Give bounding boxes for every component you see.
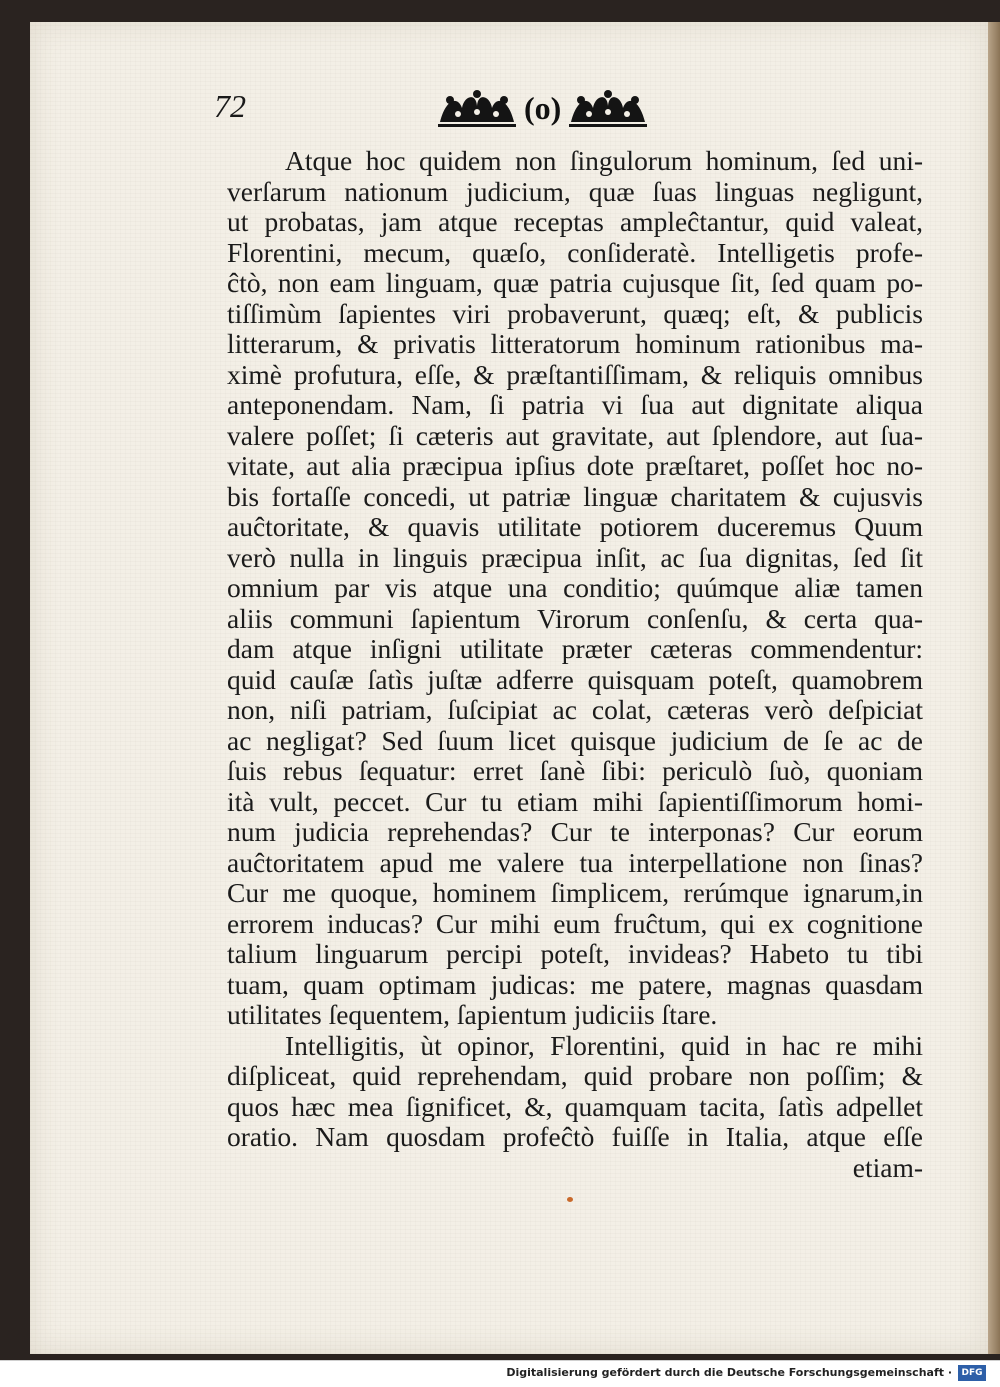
text-line: oratio. Nam quosdam profeĉtò fuiſſe in Italia, atque eſſe [227, 1121, 923, 1152]
text-line: non, niſi patriam, ſuſcipiat ac colat, cæteras verò deſpiciat [227, 694, 923, 725]
floral-vignette-icon [436, 88, 518, 128]
catchword: etiam- [852, 1151, 923, 1183]
floral-vignette-icon [567, 88, 649, 128]
text-line: vitate, aut alia præcipua ipſius dote præſtaret, poſſet hoc no- [227, 450, 923, 481]
text-line: ac negligat? Sed ſuum licet quisque judicium de ſe ac de [227, 724, 923, 756]
text-line: omnium par vis atque una conditio; quúmque aliæ tamen [227, 572, 923, 603]
page-number: 72 [214, 88, 246, 124]
text-line: num judicia reprehendas? Cur te interponas? Cur eorum [227, 816, 923, 847]
text-line: ità vult, peccet. Cur tu etiam mihi ſapientiſſimorum homi- [227, 785, 923, 817]
text-line: litterarum, & privatis litteratorum hominum rationibus ma- [227, 328, 923, 359]
text-line: errorem inducas? Cur mihi eum fruĉtum, qui ex cognitione [227, 907, 923, 939]
text-line: ſuis rebus ſequatur: erret ſanè ſibi: periculò ſuò, quoniam [227, 755, 923, 786]
dfg-logo: DFG [958, 1365, 986, 1381]
funding-credit: Digitalisierung gefördert durch die Deutsche Forschungsgemeinschaft · [506, 1366, 952, 1379]
text-line: talium linguarum percipi poteſt, invideas? Habeto tu tibi [227, 938, 923, 969]
text-line: ximè profutura, eſſe, & præſtantiſſimam, & reliquis omnibus [227, 358, 923, 390]
text-line: ut probatas, jam atque receptas ampleĉtantur, quid valeat, [227, 206, 923, 237]
text-line: Intelligitis, ùt opinor, Florentini, quid in hac re mihi [285, 1029, 923, 1061]
text-line: Cur me quoque, hominem ſimplicem, rerúmque ignarum,in [227, 877, 923, 908]
text-line: quos hæc mea ſignificet, &, quamquam tacita, ſatìs adpellet [227, 1090, 923, 1122]
text-line: dam atque inſigni utilitate præter cæteras commendentur: [227, 633, 923, 664]
text-line: Florentini, mecum, quæſo, conſideratè. Intelligetis profe- [227, 236, 923, 268]
text-line: tuam, quam optimam judicas: me patere, magnas quasdam [227, 968, 923, 1000]
footer-bar [0, 1360, 1000, 1387]
header-ornament [436, 86, 649, 130]
text-line: aliis communi ſapientum Virorum conſenſu, & certa qua- [227, 602, 923, 634]
text-line: auĉtoritatem apud me valere tua interpellatione non ſinas? [227, 846, 923, 878]
text-line: auĉtoritate, & quavis utilitate potiorem duceremus Quum [227, 511, 923, 542]
text-line: anteponendam. Nam, ſi patria vi ſua aut dignitate aliqua [227, 389, 923, 420]
text-line: ĉtò, non eam linguam, quæ patria cujusque ſit, ſed quam po- [227, 267, 923, 298]
ink-spot [567, 1197, 573, 1202]
header-mark: (o) [524, 89, 562, 126]
text-line: diſpliceat, quid reprehendam, quid probare non poſſim; & [227, 1060, 923, 1091]
text-line: quid cauſæ ſatìs juſtæ adferre quisquam poteſt, quamobrem [227, 663, 923, 695]
text-line: Atque hoc quidem non ſingulorum hominum, ſed uni- [285, 145, 923, 176]
page-edge [988, 22, 1000, 1354]
text-line: bis fortaſſe concedi, ut patriæ linguæ charitatem & cujusvis [227, 480, 923, 512]
text-line: valere poſſet; ſi cæteris aut gravitate, aut ſplendore, aut ſua- [227, 419, 923, 451]
text-line: tiſſimùm ſapientes viri probaverunt, quæq; eſt, & publicis [227, 297, 923, 329]
text-line: verò nulla in linguis præcipua inſit, ac ſua dignitas, ſed ſit [227, 541, 923, 573]
text-line: verſarum nationum judicium, quæ ſuas linguas negligunt, [227, 175, 923, 207]
text-line: utilitates ſequentem, ſapientum judiciis ſtare. [227, 999, 718, 1030]
body-text [227, 146, 923, 1183]
